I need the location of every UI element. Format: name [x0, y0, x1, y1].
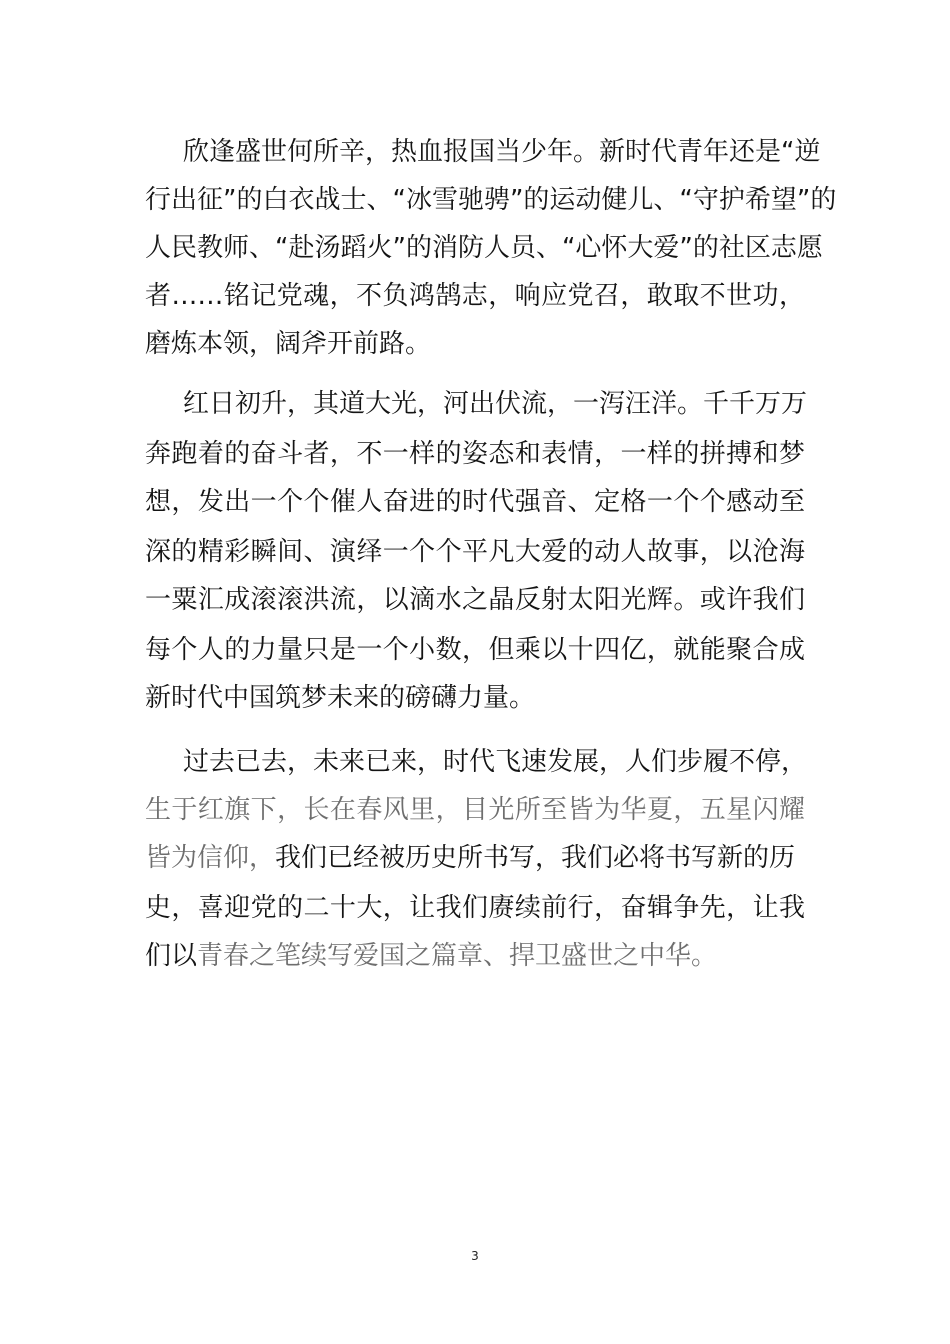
- paragraph-2-line-3: 想，发出一个个催人奋进的时代强音、定格一个个感动至: [145, 487, 805, 517]
- paragraph-3-line-4: 史，喜迎党的二十大，让我们赓续前行，奋辑争先，让我: [145, 893, 805, 923]
- paragraph-1-line-5: 磨炼本领，阔斧开前路。: [145, 329, 432, 359]
- page-number: 3: [471, 1249, 479, 1263]
- paragraph-2-line-1: 红日初升，其道大光，河出伏流，一泻汪洋。千千万万: [183, 389, 808, 419]
- paragraph-3-line-3-dark-segment: 我们已经被历史所书写，我们必将书写新的历: [275, 843, 796, 873]
- paragraph-2-line-6: 每个人的力量只是一个小数，但乘以十四亿，就能聚合成: [145, 635, 805, 665]
- paragraph-2-line-7: 新时代中国筑梦未来的磅礴力量。: [145, 683, 536, 713]
- paragraph-1-line-2: 行出征”的白衣战士、“冰雪驰骋”的运动健儿、“守护希望”的: [145, 185, 837, 215]
- paragraph-2-line-2: 奔跑着的奋斗者，不一样的姿态和表情，一样的拼搏和梦: [145, 439, 805, 469]
- paragraph-3-line-5: [145, 936, 805, 976]
- paragraph-3-line-5-gray-segment: 青春之笔续写爱国之篇章、捍卫盛世之中华。: [197, 941, 718, 971]
- paragraph-1-line-3: 人民教师、“赴汤蹈火”的消防人员、“心怀大爱”的社区志愿: [145, 233, 823, 263]
- paragraph-1-line-1: 欣逢盛世何所辛，热血报国当少年。新时代青年还是“逆: [183, 137, 821, 167]
- paragraph-2-line-5: 一粟汇成滚滚洪流，以滴水之晶反射太阳光辉。或许我们: [145, 585, 805, 615]
- paragraph-3-line-3: [145, 838, 805, 878]
- paragraph-3-line-1: 过去已去，未来已来，时代飞速发展，人们步履不停，: [183, 747, 808, 777]
- paragraph-3-line-5-dark-segment: 们以: [145, 941, 198, 971]
- paragraph-1-line-4: 者……铭记党魂，不负鸿鹄志，响应党召，敢取不世功，: [145, 281, 805, 311]
- paragraph-2-line-4: 深的精彩瞬间、演绎一个个平凡大爱的动人故事，以沧海: [145, 537, 805, 567]
- paragraph-3-line-3-gray-segment: 皆为信仰，: [145, 843, 276, 873]
- paragraph-3-line-2: 生于红旗下，长在春风里，目光所至皆为华夏，五星闪耀: [145, 795, 805, 825]
